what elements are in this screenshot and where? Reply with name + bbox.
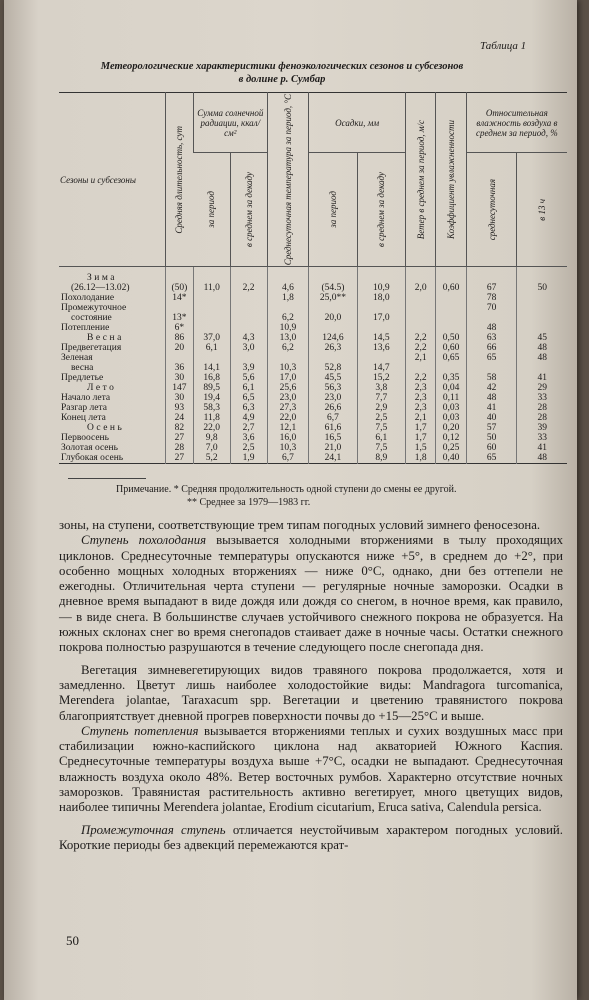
cell-rd	[230, 267, 267, 284]
cell-pd: 6,1	[357, 433, 405, 443]
cell-pd: 3,8	[357, 383, 405, 393]
cell-rp: 37,0	[193, 333, 230, 343]
cell-w: 1,8	[406, 453, 436, 464]
cell-w: 2,0	[406, 283, 436, 293]
cell-h2: 33	[517, 433, 567, 443]
cell-pd: 14,7	[357, 363, 405, 373]
col-hum-daily: среднесуточная	[466, 153, 517, 267]
cell-rp	[193, 353, 230, 363]
col-temperature: Среднесуточная температура за период, °С	[267, 93, 309, 267]
cell-rd	[230, 313, 267, 323]
paragraph-2: Ступень похолодания вызывается холодными вторжениями в тылу проходящих циклонов. Среднесуточные температуры опускаются ниже +5°, в среднем до +2°, при особенно мощных холодных вторжениях — ниже 0°С, однако, дни без оттепели не ежегодны. Отличительная черта ступени — регулярные ночные заморозки. Осадки в дневное время выпадают в виде дождя или дождя со снегом, в ночное время, как правило,— в виде снега. В большинстве случаев устойчивого снежного покрова не образуется. На южных склонах снег во время снегопадов стаивает даже в ночные часы. Остатки снежного покрова полностью разрушаются в течение следующего после снегопада дня.	[59, 533, 563, 655]
cell-h1: 65	[466, 353, 517, 363]
note-line2: ** Среднее за 1979—1983 гг.	[187, 497, 311, 508]
cell-rd: 3,9	[230, 363, 267, 373]
cell-season: Зима	[87, 273, 118, 284]
cell-t: 6,7	[267, 453, 309, 464]
cell-pd: 7,7	[357, 393, 405, 403]
table-row	[59, 303, 567, 313]
cell-h2: 41	[517, 373, 567, 383]
cell-k: 0,12	[436, 433, 466, 443]
cell-k: 0,60	[436, 283, 466, 293]
cell-rd: 6,5	[230, 393, 267, 403]
cell-h1: 63	[466, 333, 517, 343]
cell-k: 0,11	[436, 393, 466, 403]
cell-rp: 14,1	[193, 363, 230, 373]
table-row	[59, 267, 567, 284]
cell-t: 17,0	[267, 373, 309, 383]
cell-t: 10,9	[267, 323, 309, 333]
cell-season: Промежуточное	[61, 303, 127, 314]
cell-k: 0,35	[436, 373, 466, 383]
cell-rd: 6,3	[230, 403, 267, 413]
cell-season: Начало лета	[61, 393, 111, 404]
cell-d: 24	[165, 413, 193, 423]
cell-pp	[309, 323, 357, 333]
col-coef: Коэффициент увлажненности	[436, 93, 466, 267]
cell-pp: 20,0	[309, 313, 357, 323]
cell-k	[436, 293, 466, 303]
cell-k: 0,03	[436, 413, 466, 423]
cell-t: 23,0	[267, 393, 309, 403]
cell-w	[406, 293, 436, 303]
cell-k: 0,03	[436, 403, 466, 413]
term-cooling: Ступень похолодания	[81, 533, 207, 548]
cell-pp: 26,3	[309, 343, 357, 353]
table-row	[59, 403, 567, 413]
cell-pp: 24,1	[309, 453, 357, 464]
cell-rp: 9,8	[193, 433, 230, 443]
cell-rp: 89,5	[193, 383, 230, 393]
cell-h2	[517, 363, 567, 373]
cell-d: 30	[165, 393, 193, 403]
cell-h2	[517, 313, 567, 323]
table-row	[59, 443, 567, 453]
table-row	[59, 433, 567, 443]
col-rad-decade: в среднем за декаду	[230, 153, 267, 267]
cell-h2: 48	[517, 453, 567, 464]
col-humidity: Относительная влажность воздуха в среднем за период, %	[466, 93, 567, 153]
cell-h1: 70	[466, 303, 517, 313]
cell-season: Похолодание	[61, 293, 115, 304]
cell-h2: 50	[517, 283, 567, 293]
table-row	[59, 373, 567, 383]
cell-rd: 4,3	[230, 333, 267, 343]
cell-t: 1,8	[267, 293, 309, 303]
cell-w	[406, 267, 436, 284]
cell-rd: 3,0	[230, 343, 267, 353]
cell-season: Разгар лета	[61, 403, 107, 414]
cell-h1: 66	[466, 343, 517, 353]
cell-w: 2,3	[406, 393, 436, 403]
term-intermediate: Промежуточная ступень	[81, 822, 226, 837]
cell-pd: 18,0	[357, 293, 405, 303]
cell-k: 0,20	[436, 423, 466, 433]
cell-rp: 11,8	[193, 413, 230, 423]
cell-h2: 48	[517, 343, 567, 353]
cell-t	[267, 267, 309, 284]
table-row	[59, 343, 567, 353]
cell-t	[267, 353, 309, 363]
cell-rd: 3,6	[230, 433, 267, 443]
cell-d: 82	[165, 423, 193, 433]
cell-h2: 28	[517, 403, 567, 413]
cell-pd: 7,5	[357, 423, 405, 433]
cell-t: 13,0	[267, 333, 309, 343]
cell-d: 27	[165, 453, 193, 464]
cell-season: Осень	[87, 423, 125, 434]
cell-k	[436, 323, 466, 333]
table-row	[59, 353, 567, 363]
page-number: 50	[66, 933, 79, 948]
cell-h2	[517, 323, 567, 333]
col-radiation: Сумма солнечной радиации, ккал/см²	[193, 93, 267, 153]
cell-season: Предлетье	[61, 373, 104, 384]
cell-h1: 58	[466, 373, 517, 383]
cell-h2: 45	[517, 333, 567, 343]
cell-h1	[466, 267, 517, 284]
cell-pd: 13,6	[357, 343, 405, 353]
cell-h2: 28	[517, 413, 567, 423]
cell-h1: 50	[466, 433, 517, 443]
cell-pd: 10,9	[357, 283, 405, 293]
cell-k	[436, 363, 466, 373]
cell-d: 86	[165, 333, 193, 343]
col-season: Сезоны и субсезоны	[59, 93, 165, 267]
cell-pp: 56,3	[309, 383, 357, 393]
cell-season: весна	[71, 363, 94, 374]
cell-rp	[193, 323, 230, 333]
table-row	[59, 293, 567, 303]
term-warming: Ступень потепления	[81, 723, 199, 738]
cell-pd	[357, 267, 405, 284]
cell-pp	[309, 267, 357, 284]
cell-k: 0,04	[436, 383, 466, 393]
cell-season: (26.12—13.02)	[71, 283, 130, 294]
table-title-line2: в долине р. Сумбар	[238, 74, 326, 85]
cell-h1: 78	[466, 293, 517, 303]
cell-w	[406, 363, 436, 373]
cell-w: 1,7	[406, 433, 436, 443]
cell-w	[406, 303, 436, 313]
cell-d: 27	[165, 433, 193, 443]
cell-rd: 2,5	[230, 443, 267, 453]
table-row	[59, 313, 567, 323]
cell-rd	[230, 353, 267, 363]
cell-rp: 5,2	[193, 453, 230, 464]
cell-w: 2,1	[406, 413, 436, 423]
cell-w: 2,3	[406, 383, 436, 393]
cell-h2: 33	[517, 393, 567, 403]
cell-h1: 40	[466, 413, 517, 423]
cell-pd: 2,5	[357, 413, 405, 423]
cell-pp: 6,7	[309, 413, 357, 423]
cell-w: 2,2	[406, 333, 436, 343]
cell-rd	[230, 293, 267, 303]
cell-w: 2,2	[406, 373, 436, 383]
cell-d: 13*	[165, 313, 193, 323]
cell-t: 16,0	[267, 433, 309, 443]
table-note	[116, 483, 457, 509]
cell-rd: 5,6	[230, 373, 267, 383]
cell-season: Конец лета	[61, 413, 106, 424]
note-line1: Примечание. * Средняя продолжительность одной ступени до смены ее другой.	[116, 484, 457, 495]
cell-t	[267, 303, 309, 313]
table-row	[59, 283, 567, 293]
cell-w	[406, 323, 436, 333]
paragraph-5: Промежуточная ступень отличается неустойчивым характером погодных условий. Короткие периоды без адвекций перемежаются крат-	[59, 822, 563, 852]
cell-pp	[309, 353, 357, 363]
cell-rp	[193, 267, 230, 284]
cell-rd: 1,9	[230, 453, 267, 464]
cell-h1	[466, 313, 517, 323]
cell-t: 10,3	[267, 363, 309, 373]
cell-season: Глубокая осень	[61, 453, 124, 464]
cell-t: 12,1	[267, 423, 309, 433]
cell-t: 25,6	[267, 383, 309, 393]
cell-rd: 2,7	[230, 423, 267, 433]
cell-d: 6*	[165, 323, 193, 333]
cell-rp	[193, 313, 230, 323]
cell-h1: 65	[466, 453, 517, 464]
meteo-table	[59, 92, 567, 464]
cell-h1: 41	[466, 403, 517, 413]
cell-season: Предвегетация	[61, 343, 122, 354]
cell-t: 22,0	[267, 413, 309, 423]
cell-h1: 42	[466, 383, 517, 393]
cell-t: 4,6	[267, 283, 309, 293]
cell-pd: 14,5	[357, 333, 405, 343]
cell-h1: 57	[466, 423, 517, 433]
cell-d: 14*	[165, 293, 193, 303]
cell-d	[165, 267, 193, 284]
cell-t: 27,3	[267, 403, 309, 413]
cell-h1	[466, 363, 517, 373]
cell-d: 28	[165, 443, 193, 453]
col-duration: Средняя длительность, сут	[165, 93, 193, 267]
cell-d: 20	[165, 343, 193, 353]
cell-pd: 7,5	[357, 443, 405, 453]
cell-h1: 48	[466, 393, 517, 403]
table-label: Таблица 1	[480, 40, 527, 52]
cell-rp: 11,0	[193, 283, 230, 293]
cell-pp: 25,0**	[309, 293, 357, 303]
note-rule	[68, 478, 146, 479]
cell-rd: 4,9	[230, 413, 267, 423]
cell-pp	[309, 303, 357, 313]
table-row	[59, 323, 567, 333]
cell-d	[165, 303, 193, 313]
cell-rp: 16,8	[193, 373, 230, 383]
cell-h2: 48	[517, 353, 567, 363]
cell-t: 6,2	[267, 313, 309, 323]
col-hum-13: в 13 ч	[517, 153, 567, 267]
cell-k	[436, 267, 466, 284]
cell-rd	[230, 303, 267, 313]
cell-k: 0,50	[436, 333, 466, 343]
cell-rd	[230, 323, 267, 333]
cell-t: 6,2	[267, 343, 309, 353]
cell-w: 2,3	[406, 403, 436, 413]
meteo-table-body	[59, 267, 567, 464]
cell-w: 1,7	[406, 423, 436, 433]
cell-pd: 8,9	[357, 453, 405, 464]
cell-rd: 6,1	[230, 383, 267, 393]
cell-h2: 39	[517, 423, 567, 433]
cell-rp	[193, 293, 230, 303]
cell-rp: 58,3	[193, 403, 230, 413]
cell-pd	[357, 323, 405, 333]
cell-h1: 67	[466, 283, 517, 293]
paragraph-1: зоны, на ступени, соответствующие трем типам погодных условий зимнего феносезона.	[59, 518, 541, 532]
cell-k: 0,40	[436, 453, 466, 464]
table-row	[59, 333, 567, 343]
cell-rd: 2,2	[230, 283, 267, 293]
cell-pd: 2,9	[357, 403, 405, 413]
cell-pd	[357, 303, 405, 313]
cell-k: 0,65	[436, 353, 466, 363]
table-row	[59, 453, 567, 464]
cell-pd: 15,2	[357, 373, 405, 383]
cell-pp: 61,6	[309, 423, 357, 433]
col-rad-period: за период	[193, 153, 230, 267]
cell-season: Потепление	[61, 323, 110, 334]
cell-pp: 21,0	[309, 443, 357, 453]
cell-pp: 16,5	[309, 433, 357, 443]
cell-rp: 22,0	[193, 423, 230, 433]
col-pr-period: за период	[309, 153, 357, 267]
cell-season: состояние	[71, 313, 112, 324]
cell-pp: 124,6	[309, 333, 357, 343]
table-title-line1: Метеорологические характеристики феноэкологических сезонов и субсезонов	[100, 61, 464, 72]
cell-w: 2,2	[406, 343, 436, 353]
cell-pd	[357, 353, 405, 363]
body-text	[59, 518, 563, 853]
cell-rp	[193, 303, 230, 313]
cell-d	[165, 353, 193, 363]
table-row	[59, 413, 567, 423]
book-page	[4, 0, 577, 1000]
cell-season: Лето	[87, 383, 117, 394]
table-row	[59, 423, 567, 433]
cell-h2	[517, 303, 567, 313]
cell-d: 147	[165, 383, 193, 393]
cell-pp: 52,8	[309, 363, 357, 373]
cell-season: Золотая осень	[61, 443, 118, 454]
table-row	[59, 393, 567, 403]
cell-t: 10,3	[267, 443, 309, 453]
cell-h2: 41	[517, 443, 567, 453]
cell-season: Первоосень	[61, 433, 109, 444]
cell-d: 36	[165, 363, 193, 373]
cell-w: 1,5	[406, 443, 436, 453]
table-row	[59, 363, 567, 373]
paragraph-4: Ступень потепления вызывается вторжениями теплых и сухих воздушных масс при стабилизации южно-каспийского циклона над акваторией Южного Каспия. Среднесуточные температуры воздуха выше +7°С, осадки не выпадают. Среднесуточная влажность воздуха около 48%. Ветер восточных румбов. Характерно отсутствие ночных заморозков. Травянистая растительность активно вегетирует, много цветущих видов, наиболее типичны Merendera jolantae, Erodium cicutarium, Eruca sativa, Calendula persica.	[59, 723, 563, 815]
col-wind: Ветер в среднем за период, м/с	[406, 93, 436, 267]
cell-d: (50)	[165, 283, 193, 293]
cell-pp: 23,0	[309, 393, 357, 403]
table-title	[82, 60, 482, 86]
cell-w: 2,1	[406, 353, 436, 363]
cell-k: 0,25	[436, 443, 466, 453]
col-precipitation: Осадки, мм	[309, 93, 406, 153]
cell-pp: 45,5	[309, 373, 357, 383]
cell-pp: (54.5)	[309, 283, 357, 293]
cell-w	[406, 313, 436, 323]
col-pr-decade: в среднем за декаду	[357, 153, 405, 267]
cell-pp: 26,6	[309, 403, 357, 413]
cell-k	[436, 303, 466, 313]
cell-rp: 19,4	[193, 393, 230, 403]
cell-h1: 48	[466, 323, 517, 333]
cell-h2	[517, 293, 567, 303]
table-row	[59, 383, 567, 393]
cell-rp: 6,1	[193, 343, 230, 353]
cell-d: 93	[165, 403, 193, 413]
cell-pd: 17,0	[357, 313, 405, 323]
cell-h2	[517, 267, 567, 284]
paragraph-3: Вегетация зимневегетирующих видов травяного покрова продолжается, хотя и замедленно. Цветут лишь наиболее холодостойкие виды: Mandragora turcomanica, Merendera jolantae, Taraxacum spp. Вегетации и цветению травянистого покрова благоприятствует дневной прогрев поверхности почвы до +15—25°С и выше.	[59, 662, 563, 723]
cell-season: Весна	[87, 333, 124, 344]
cell-k	[436, 313, 466, 323]
cell-season: Зеленая	[61, 353, 93, 364]
cell-k: 0,60	[436, 343, 466, 353]
cell-rp: 7,0	[193, 443, 230, 453]
cell-h1: 60	[466, 443, 517, 453]
cell-h2: 29	[517, 383, 567, 393]
cell-d: 30	[165, 373, 193, 383]
